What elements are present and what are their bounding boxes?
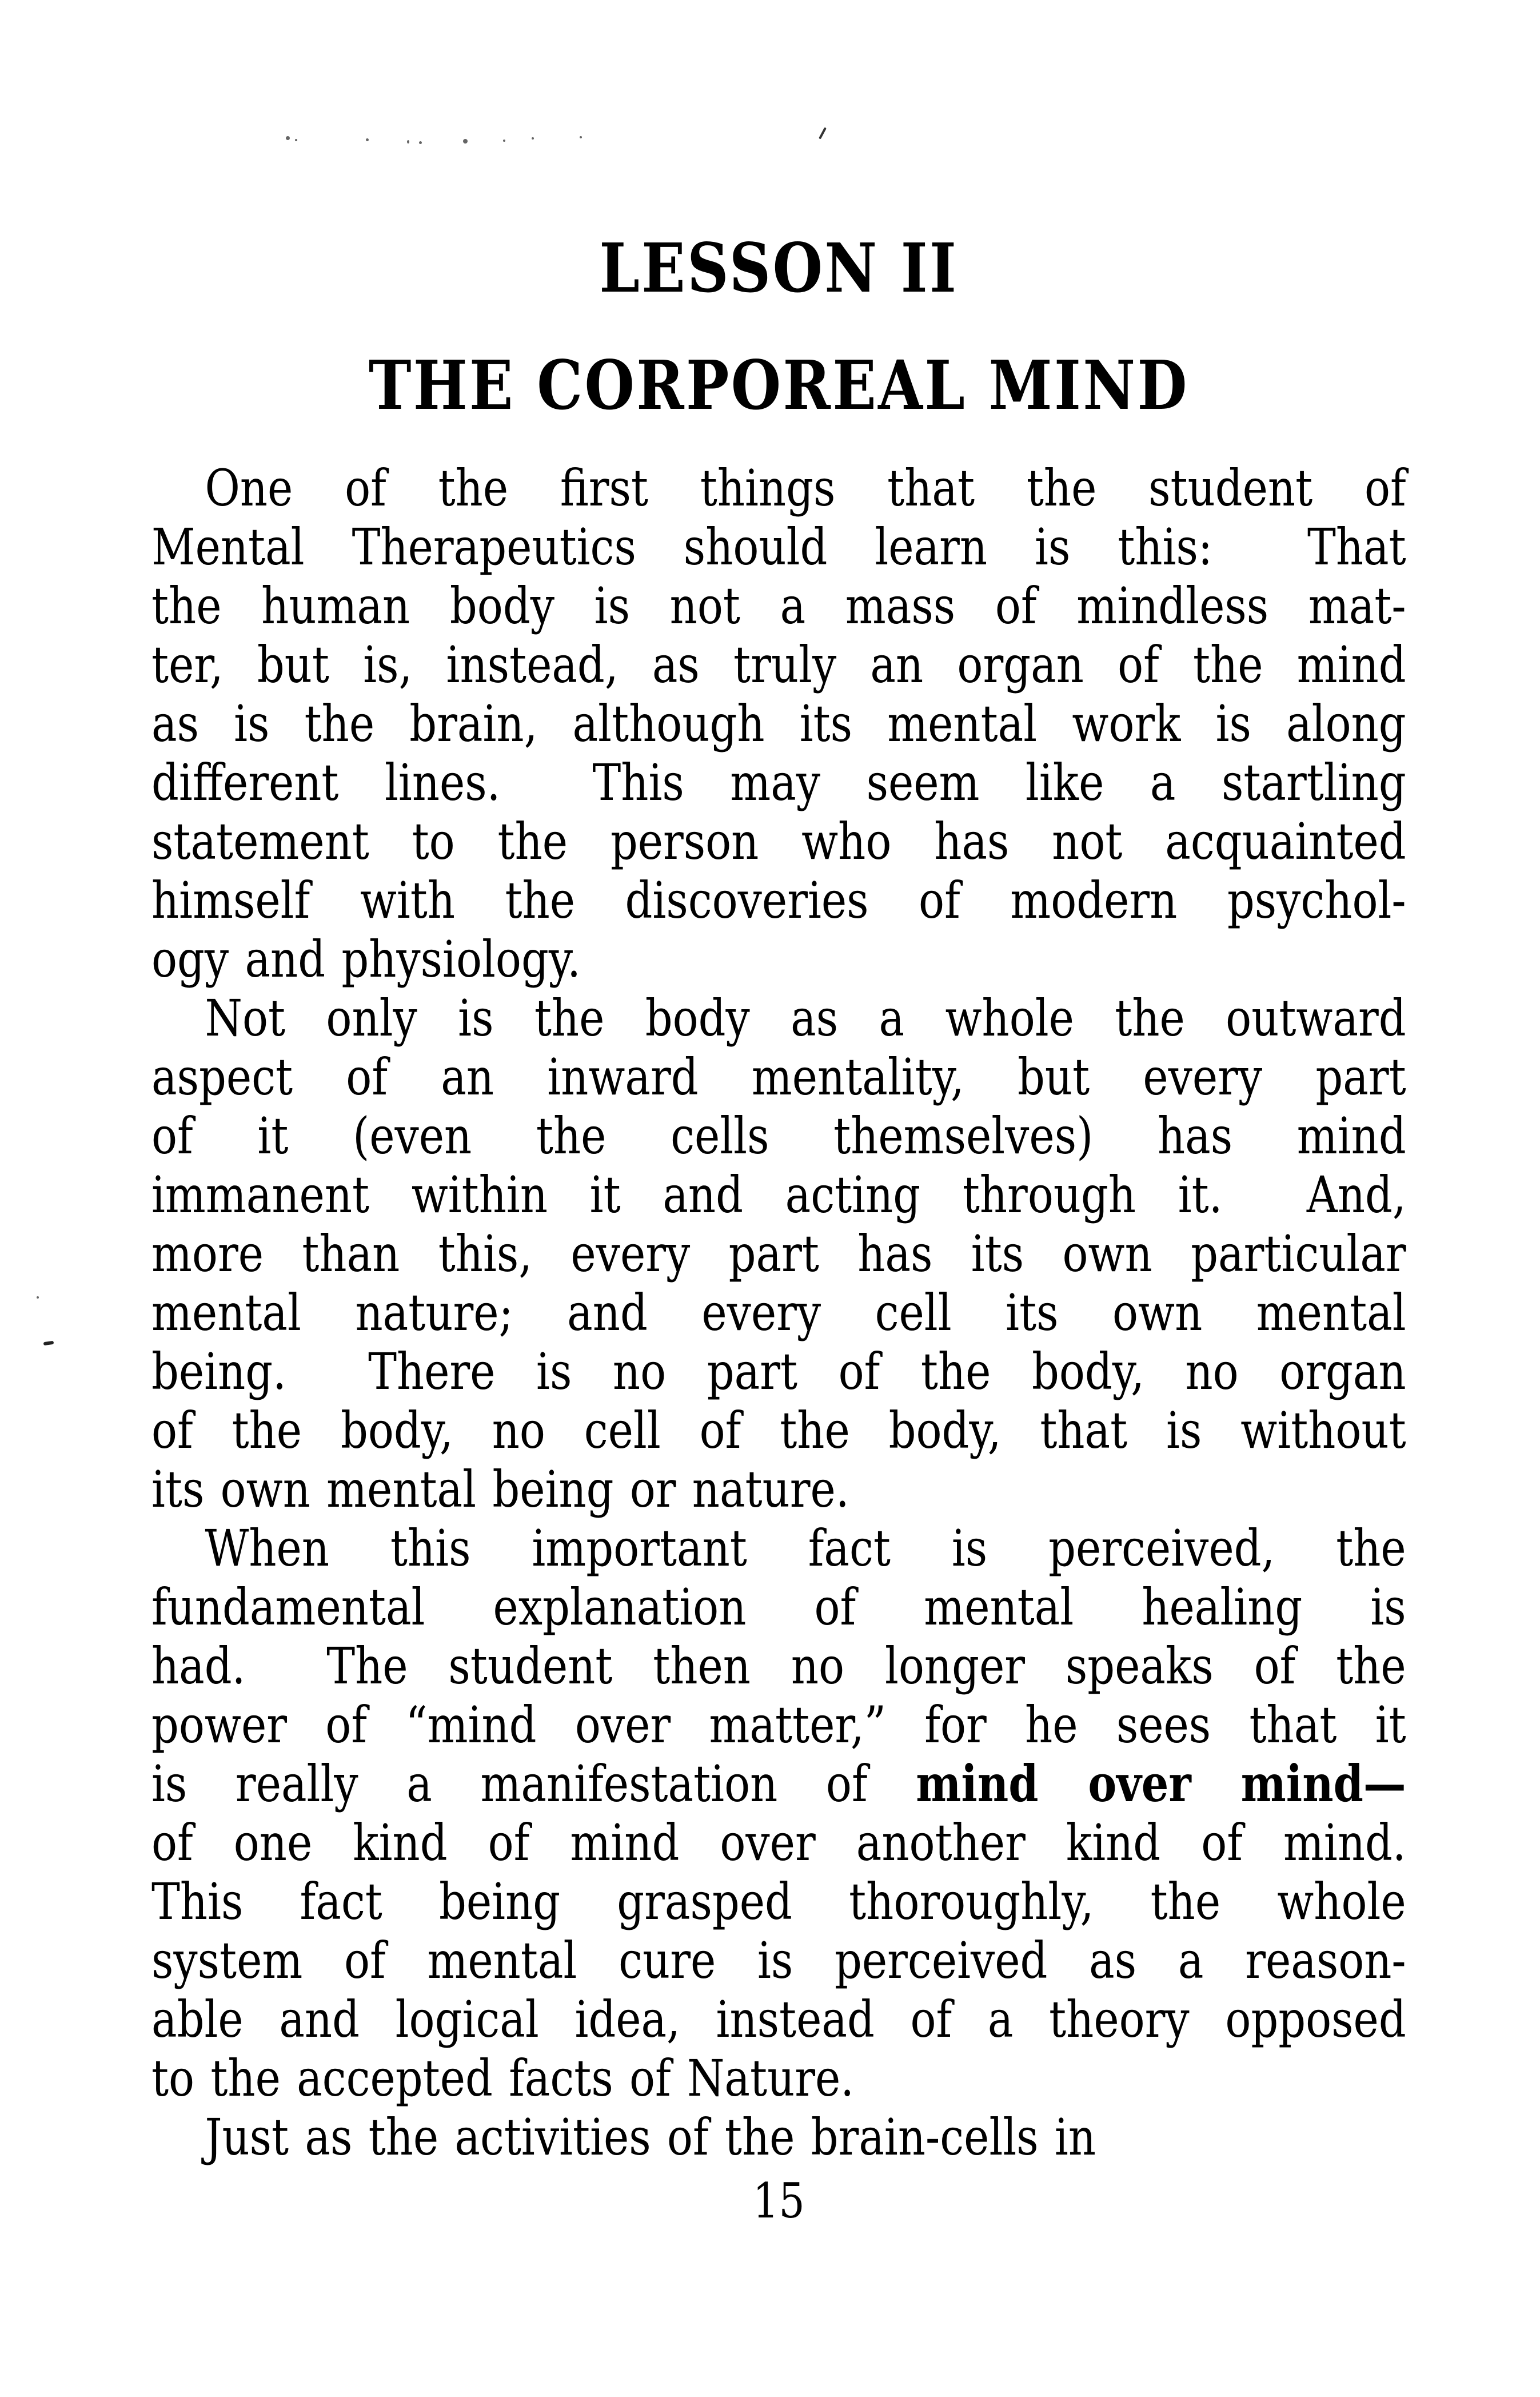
text-line: ter, but is, instead, as truly an organ of the mind bbox=[151, 635, 1406, 694]
text-line: is really a manifestation of mind over mind— bbox=[151, 1754, 1406, 1813]
text-line: the human body is not a mass of mindless mat- bbox=[151, 576, 1406, 635]
text-line: Mental Therapeutics should learn is this: That bbox=[151, 517, 1406, 576]
scan-artifact bbox=[37, 1296, 39, 1299]
text-line: system of mental cure is perceived as a reason- bbox=[151, 1931, 1406, 1990]
page-number: 15 bbox=[752, 2173, 805, 2229]
text-line: ogy and physiology. bbox=[151, 930, 581, 989]
text-line: had. The student then no longer speaks of the bbox=[151, 1637, 1406, 1695]
text-line: of the body, no cell of the body, that is without bbox=[151, 1401, 1406, 1460]
text-line: Not only is the body as a whole the outward bbox=[205, 989, 1406, 1048]
text-line: more than this, every part has its own particular bbox=[151, 1224, 1406, 1283]
text-line: mental nature; and every cell its own mental bbox=[151, 1283, 1406, 1342]
lesson-heading: LESSON II bbox=[599, 228, 959, 308]
text-line: himself with the discoveries of modern psychol- bbox=[151, 871, 1406, 930]
text-line: One of the first things that the student of bbox=[205, 459, 1406, 517]
body-text bbox=[151, 459, 1406, 2167]
text-line: This fact being grasped thoroughly, the whole bbox=[151, 1872, 1406, 1931]
text-line: power of “mind over matter,” for he sees that it bbox=[151, 1695, 1406, 1754]
scan-artifact bbox=[43, 1341, 54, 1345]
text-line: to the accepted facts of Nature. bbox=[151, 2049, 855, 2108]
text-line: different lines. This may seem like a startling bbox=[151, 753, 1406, 812]
text-line: of one kind of mind over another kind of mind. bbox=[151, 1813, 1406, 1872]
text-line: When this important fact is perceived, the bbox=[205, 1519, 1406, 1578]
text-line: fundamental explanation of mental healing is bbox=[151, 1578, 1406, 1637]
text-line: able and logical idea, instead of a theory opposed bbox=[151, 1990, 1406, 2049]
text-line: being. There is no part of the body, no organ bbox=[151, 1342, 1406, 1401]
text-line: its own mental being or nature. bbox=[151, 1460, 849, 1519]
text-line: Just as the activities of the brain-cells in bbox=[205, 2108, 1096, 2167]
bold-phrase: mind over mind— bbox=[916, 1754, 1406, 1813]
text-line: of it (even the cells themselves) has mind bbox=[151, 1106, 1406, 1165]
text-line: as is the brain, although its mental work is along bbox=[151, 694, 1406, 753]
chapter-title: THE CORPOREAL MIND bbox=[368, 345, 1189, 425]
page-content bbox=[151, 0, 1406, 2229]
text-line: statement to the person who has not acquainted bbox=[151, 812, 1406, 871]
text-line: aspect of an inward mentality, but every part bbox=[151, 1048, 1406, 1106]
text-line: immanent within it and acting through it. And, bbox=[151, 1165, 1406, 1224]
